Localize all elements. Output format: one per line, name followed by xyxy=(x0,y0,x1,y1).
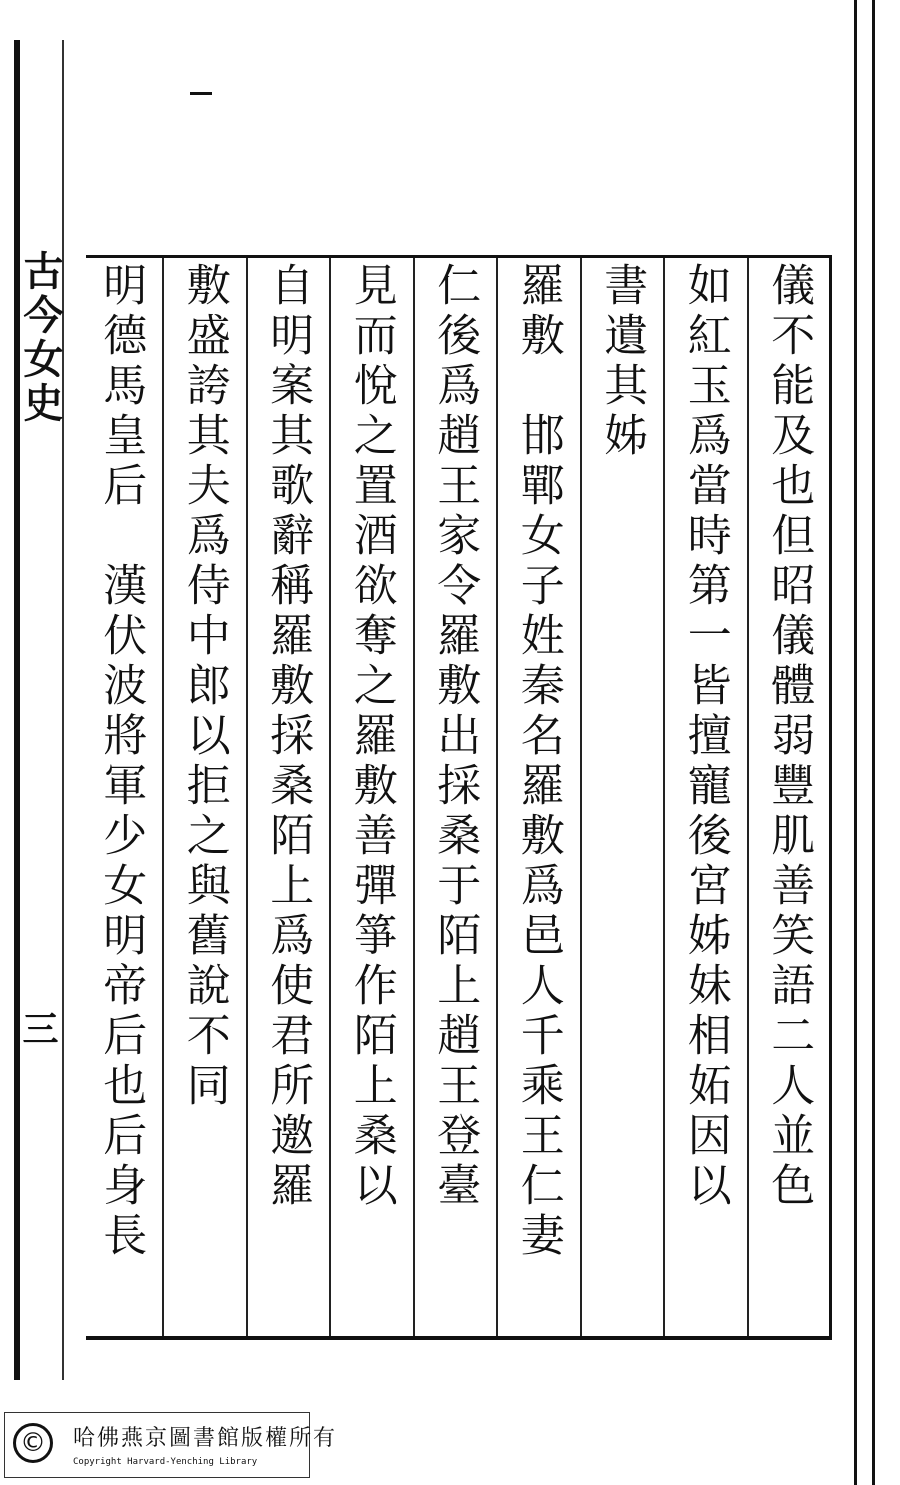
copyright-chinese: 哈佛燕京圖書館版權所有 xyxy=(73,1426,338,1451)
column-rule xyxy=(246,258,248,1336)
right-edge-rule xyxy=(854,0,857,1485)
text-column: 敷盛誇其夫爲侍中郎以拒之與舊說不同 xyxy=(178,262,230,1112)
text-column: 羅敷 邯鄲女子姓秦名羅敷爲邑人千乘王仁妻 xyxy=(512,262,564,1262)
text-column: 明德馬皇后 漢伏波將軍少女明帝后也后身長 xyxy=(95,262,147,1262)
right-edge-rule xyxy=(872,0,875,1485)
text-column: 見而悅之置酒欲奪之羅敷善彈箏作陌上桑以 xyxy=(345,262,397,1212)
column-rule xyxy=(329,258,331,1336)
text-column: 仁後爲趙王家令羅敷出採桑于陌上趙王登臺 xyxy=(429,262,481,1212)
copyright-english: Copyright Harvard-Yenching Library xyxy=(73,1457,258,1467)
column-rule xyxy=(162,258,164,1336)
column-rule xyxy=(663,258,665,1336)
text-column: 自明案其歌辭稱羅敷採桑陌上爲使君所邀羅 xyxy=(262,262,314,1212)
column-rule xyxy=(580,258,582,1336)
book-spine xyxy=(14,40,64,1380)
copyright-notice xyxy=(4,1412,338,1478)
column-rule xyxy=(496,258,498,1336)
spine-page-number: 三 xyxy=(17,1010,59,1046)
copyright-icon: © xyxy=(13,1423,53,1463)
text-column: 如紅玉爲當時第一皆擅寵後宮姊妹相妬因以 xyxy=(679,262,731,1212)
column-rule xyxy=(413,258,415,1336)
text-column: 書遺其姊 xyxy=(596,262,648,462)
spine-title: 古今女史 xyxy=(17,250,64,426)
column-rule xyxy=(747,258,749,1336)
top-mark xyxy=(190,92,212,95)
text-column: 儀不能及也但昭儀體弱豐肌善笑語二人並色 xyxy=(763,262,815,1212)
